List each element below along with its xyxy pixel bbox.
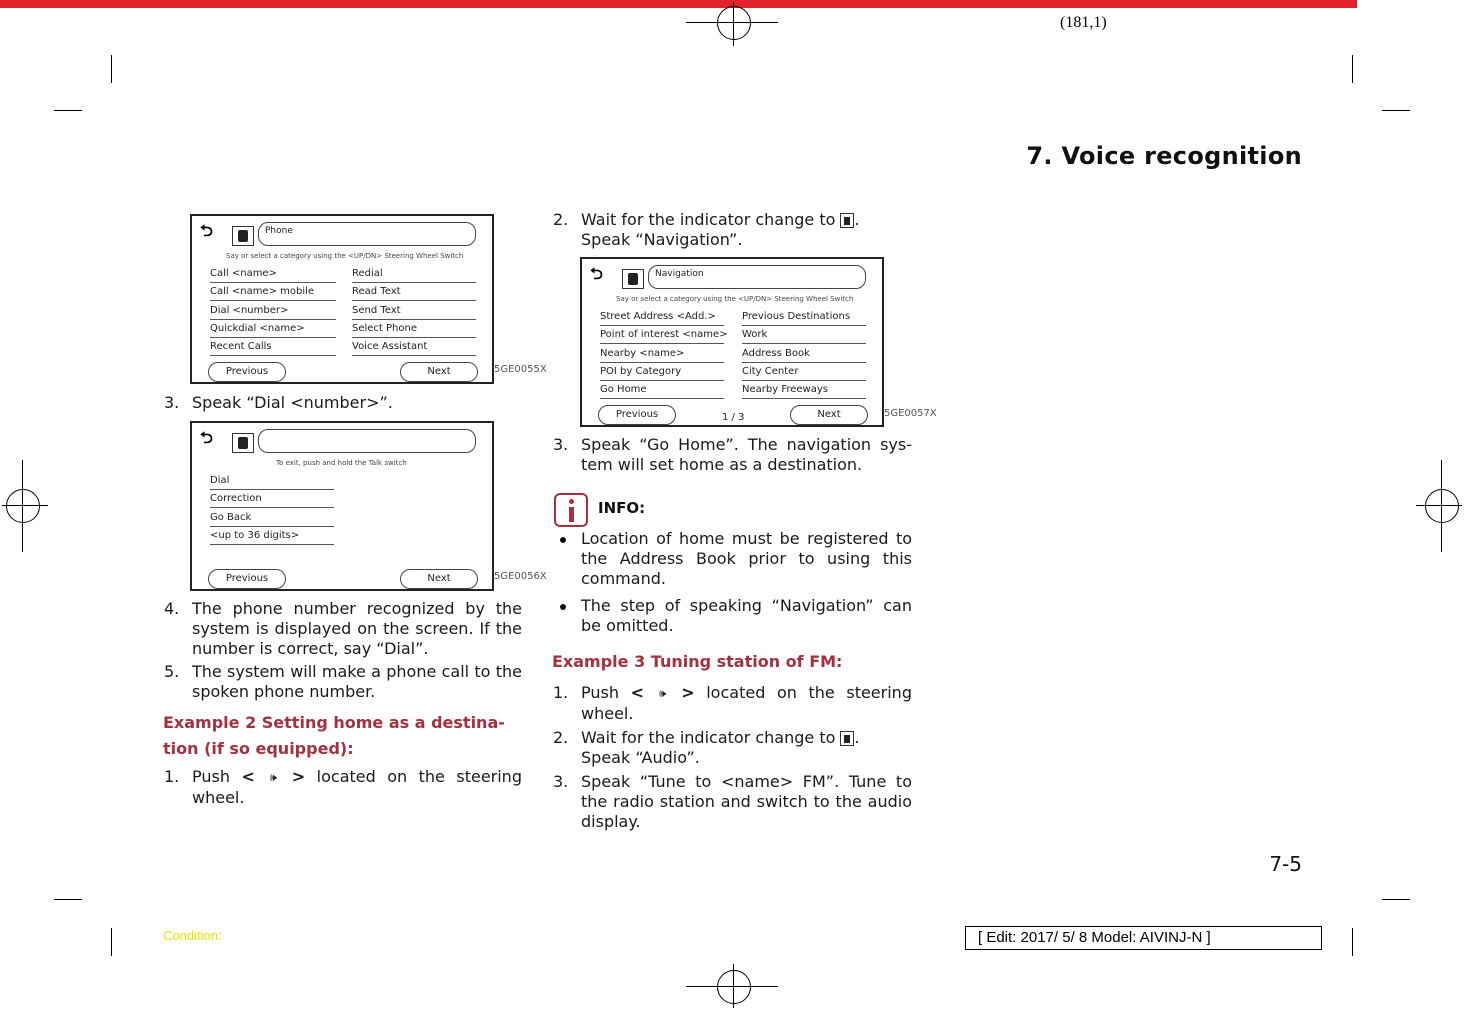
bullet-icon <box>560 537 566 543</box>
step-number: 2. <box>553 728 569 747</box>
chapter-title: 7. Voice recognition <box>1026 142 1302 170</box>
step-text <box>581 728 912 768</box>
list-item: Address Book <box>742 346 866 363</box>
push-label: Push <box>192 767 230 786</box>
dial-screen <box>190 421 494 591</box>
step-number: 3. <box>553 772 569 791</box>
push-label: Push <box>581 683 619 702</box>
screen-hint: To exit, push and hold the Talk switch <box>276 459 407 467</box>
list-item: POI by Category <box>600 364 724 381</box>
list-item: Redial <box>352 266 476 283</box>
step-text: Speak “Go Home”. The navigation sys-tem will set home as a destination. <box>581 435 912 474</box>
speak-text: Speak “Navigation”. <box>581 230 743 249</box>
list-item: Correction <box>210 491 334 508</box>
list-item: Nearby Freeways <box>742 382 866 399</box>
period: . <box>854 728 860 747</box>
info-icon <box>554 493 588 527</box>
list-item: Nearby <name> <box>600 346 724 363</box>
step-text: Speak “Dial <number>”. <box>192 393 393 412</box>
back-arrow-icon: ⮌ <box>200 428 213 447</box>
back-arrow-icon: ⮌ <box>200 221 213 240</box>
list-item: Read Text <box>352 284 476 301</box>
screen-hint: Say or select a category using the <UP/DN> Steering Wheel Switch <box>616 295 854 303</box>
list-item: Street Address <Add.> <box>600 309 724 326</box>
speak-text: Speak “Audio”. <box>581 748 700 767</box>
step-number: 3. <box>164 393 180 412</box>
bracket: < <box>630 683 644 702</box>
list-item: Dial <number> <box>210 303 336 320</box>
info-label: INFO: <box>598 499 646 517</box>
bracket: < <box>241 767 255 786</box>
previous-button: Previous <box>208 362 286 382</box>
screen-title-bubble: Navigation <box>648 265 866 289</box>
chapter-divider <box>0 0 1357 8</box>
list-item: Send Text <box>352 303 476 320</box>
screen-title-bubble: Phone <box>258 222 476 246</box>
info-bullet: The step of speaking “Navigation” can be omitted. <box>581 596 912 635</box>
steering-wheel-talk-icon: 🕪 <box>269 770 277 784</box>
screen-hint: Say or select a category using the <UP/DN> Steering Wheel Switch <box>226 252 464 260</box>
list-item: Work <box>742 327 866 344</box>
info-bullet: Location of home must be registered to the Address Book prior to using this command. <box>581 529 912 588</box>
list-item: Quickdial <name> <box>210 321 336 338</box>
example-heading-line: tion (if so equipped): <box>163 739 354 758</box>
example-heading: Example 3 Tuning station of FM: <box>552 652 843 671</box>
bracket: > <box>681 683 695 702</box>
screen-title-bubble <box>258 429 476 453</box>
step-number: 5. <box>164 662 180 681</box>
list-item: Call <name> mobile <box>210 284 336 301</box>
page-id: (181,1) <box>1060 14 1107 31</box>
next-button: Next <box>400 362 478 382</box>
step-number: 4. <box>164 599 180 618</box>
figure-code: 5GE0057X <box>884 408 937 419</box>
figure-code: 5GE0055X <box>494 364 547 375</box>
next-button: Next <box>400 569 478 589</box>
condition-label: Condition: <box>163 928 222 943</box>
push-rest: located on the steering wheel. <box>581 683 912 723</box>
voice-indicator-icon <box>840 213 854 228</box>
step-text: Speak “Tune to <name> FM”. Tune to the radio station and switch to the audio display. <box>581 772 912 831</box>
step-number: 1. <box>164 767 180 786</box>
push-rest: located on the steering wheel. <box>192 767 522 807</box>
step-text <box>581 683 912 724</box>
edit-info: [ Edit: 2017/ 5/ 8 Model: AIVINJ-N ] <box>965 926 1322 950</box>
list-item: Point of interest <name> <box>600 327 724 344</box>
voice-indicator-icon <box>232 433 254 453</box>
navigation-menu-screen <box>580 257 884 427</box>
period: . <box>854 210 860 229</box>
previous-button: Previous <box>208 569 286 589</box>
step-text <box>581 210 912 250</box>
step-text: The phone number recognized by the system is displayed on the screen. If the number is correct, say “Dial”. <box>192 599 522 658</box>
voice-indicator-icon <box>232 226 254 246</box>
voice-indicator-icon <box>622 269 644 289</box>
list-item: Call <name> <box>210 266 336 283</box>
next-button: Next <box>790 405 868 425</box>
step-number: 3. <box>553 435 569 454</box>
bullet-icon <box>560 604 566 610</box>
bracket: > <box>291 767 306 786</box>
list-item: Go Home <box>600 382 724 399</box>
back-arrow-icon: ⮌ <box>590 264 603 283</box>
list-item: Previous Destinations <box>742 309 866 326</box>
phone-menu-screen <box>190 214 494 384</box>
figure-code: 5GE0056X <box>494 571 547 582</box>
step-number: 1. <box>553 683 569 702</box>
list-item: <up to 36 digits> <box>210 528 334 545</box>
example-heading-line: Example 2 Setting home as a destina- <box>163 713 505 732</box>
steering-wheel-talk-icon: 🕪 <box>659 686 667 700</box>
list-item: Recent Calls <box>210 339 336 356</box>
page-indicator: 1 / 3 <box>722 412 745 423</box>
page-number: 7-5 <box>1269 852 1302 876</box>
step-number: 2. <box>553 210 569 229</box>
list-item: Go Back <box>210 510 334 527</box>
voice-indicator-icon <box>840 731 854 746</box>
wait-text: Wait for the indicator change to <box>581 210 836 229</box>
list-item: Voice Assistant <box>352 339 476 356</box>
example-heading <box>163 710 523 762</box>
list-item: City Center <box>742 364 866 381</box>
list-item: Select Phone <box>352 321 476 338</box>
wait-text: Wait for the indicator change to <box>581 728 836 747</box>
list-item: Dial <box>210 473 334 490</box>
step-text <box>192 767 522 808</box>
step-text: The system will make a phone call to the spoken phone number. <box>192 662 522 701</box>
previous-button: Previous <box>598 405 676 425</box>
